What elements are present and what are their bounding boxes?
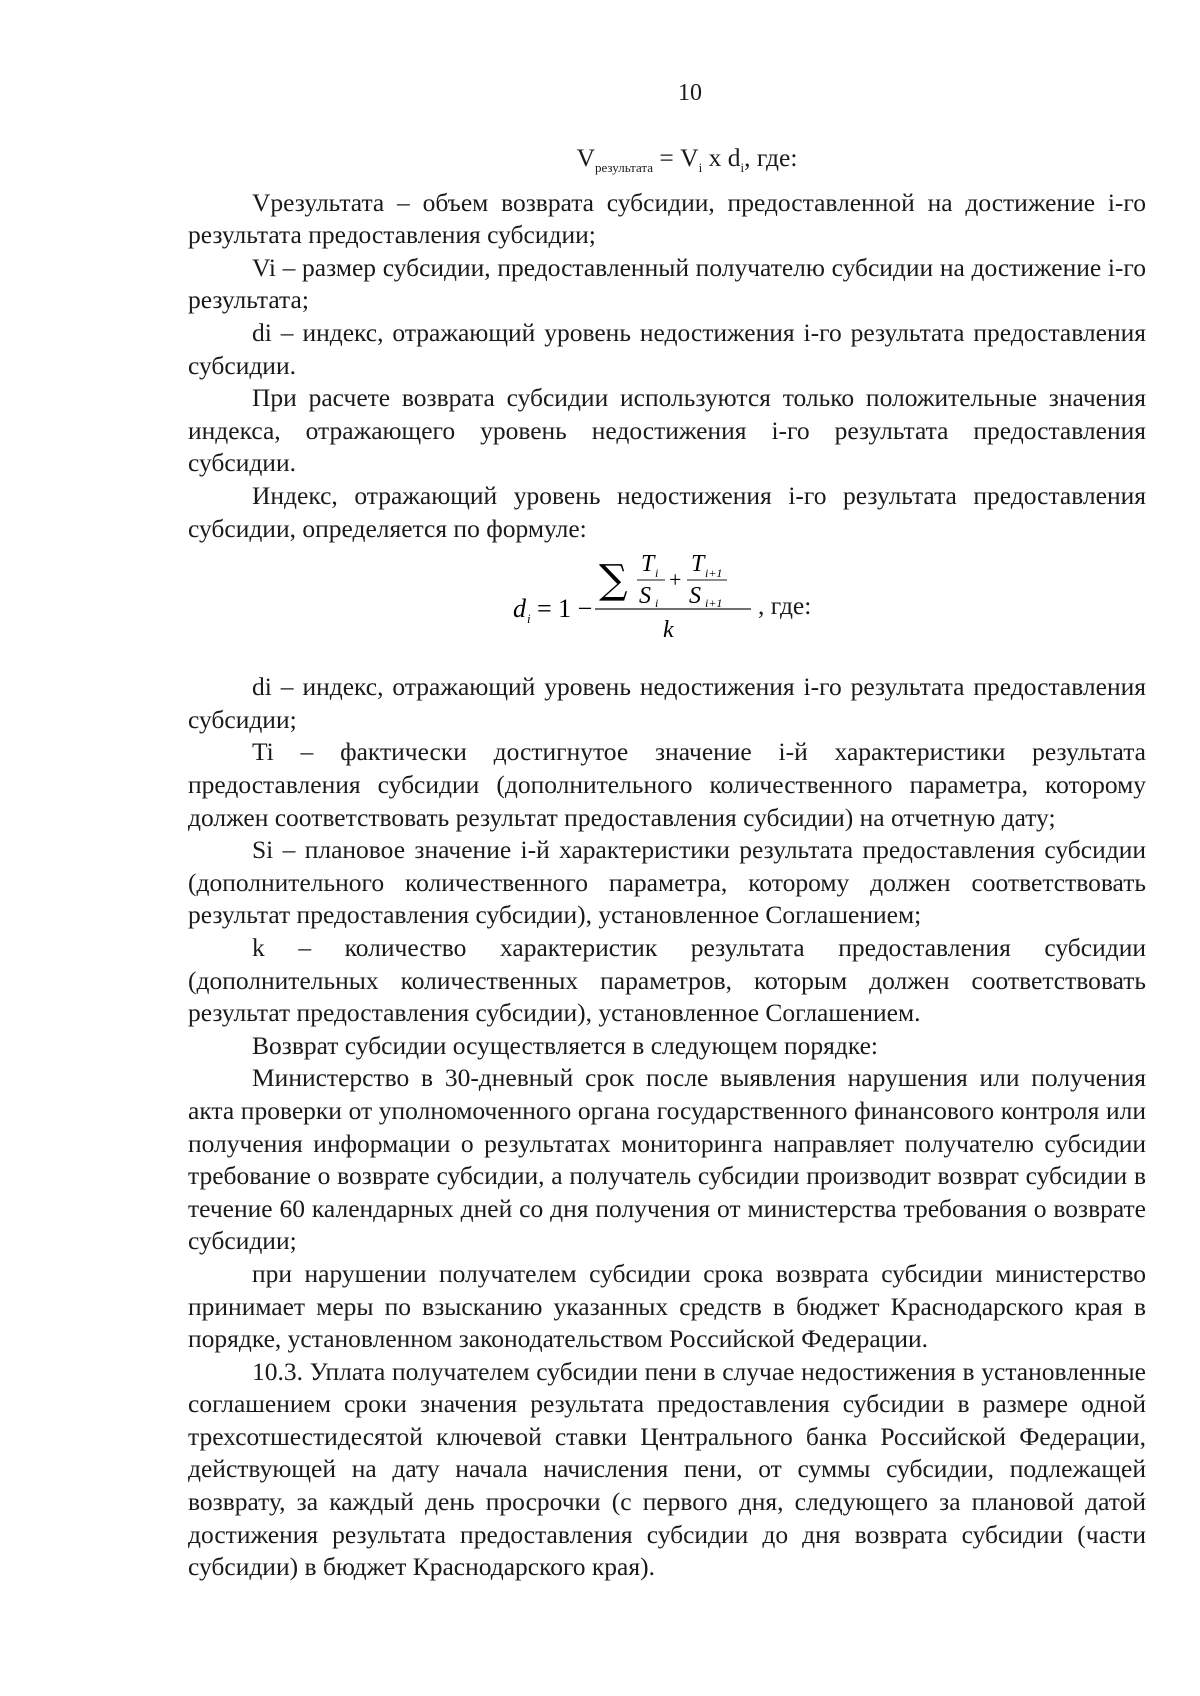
paragraph: Si – плановое значение i-й характеристики результата предоставления субсидии (дополнительного количественного параметра, которому должен соответствовать результат предоставления субсидии), установленное Соглашением; (188, 835, 1146, 930)
formula-index-ti: T (641, 551, 655, 578)
formula-volume-di-sub: i (740, 160, 745, 176)
formula-index-plus: + (669, 567, 682, 593)
page-number: 10 (678, 80, 702, 106)
formula-index-lhs-sub: i (527, 611, 531, 627)
document-body (188, 142, 1146, 1584)
formula-volume-suffix: , где: (744, 143, 798, 172)
paragraph: Vрезультата – объем возврата субсидии, предоставленной на достижение i-го результата предоставления субсидии; (188, 187, 1146, 250)
formula-volume-lhs: V (576, 143, 595, 172)
paragraph: при нарушении получателем субсидии срока возврата субсидии министерство принимает меры по взысканию указанных средств в бюджет Краснодарского края в порядке, установленном законодательством Российской Федерации. (188, 1258, 1146, 1354)
formula-index-sum: ∑ (599, 557, 628, 604)
formula-index-si1-sub: i+1 (705, 596, 723, 611)
formula-index-lhs: d (513, 594, 526, 624)
formula-index-k: k (663, 617, 674, 644)
formula-index-eq: = 1 − (537, 594, 593, 624)
paragraph: di – индекс, отражающий уровень недостижения i-го результата предоставления субсидии; (188, 672, 1146, 734)
formula-index-suffix: , где: (758, 591, 812, 621)
paragraph: При расчете возврата субсидии используются только положительные значения индекса, отражающего уровень недостижения i-го результата предоставления субсидии. (188, 383, 1146, 478)
formula-volume: $V_{результата} = V_i$ x $d_i$, где: (576, 143, 798, 176)
formula-index-ti1: T (691, 551, 705, 578)
paragraph: k – количество характеристик результата предоставления субсидии (дополнительных количественных параметров, которым должен соответствовать результат предоставления субсидии), установленное Соглашением. (188, 932, 1146, 1028)
formula-index-si1: S (689, 583, 701, 610)
formula-volume-vi-sub: i (698, 160, 703, 176)
paragraph: Vi – размер субсидии, предоставленный получателю субсидии на достижение i-го результата; (188, 252, 1146, 315)
formula-volume-di: d (727, 143, 741, 172)
paragraph: Министерство в 30-дневный срок после выявления нарушения или получения акта проверки от уполномоченного органа государственного финансового контроля или получения информации о результатах мониторинга направляет получателю субсидии требование о возврате субсидии, а получатель субсидии производит возврат субсидии в течение 60 календарных дней со дня получения от министерства требования о возврате субсидии; (188, 1063, 1146, 1256)
formula-index-si-sub: i (655, 596, 659, 611)
formula-volume-vi: V (680, 143, 699, 172)
formula-index (188, 547, 1146, 669)
formula-index-ti1-sub: i+1 (705, 566, 723, 581)
paragraph: Возврат субсидии осуществляется в следующем порядке: (252, 1030, 878, 1060)
formula-index-si: S (639, 583, 651, 610)
formula-index-ti-sub: i (655, 566, 659, 581)
formula-volume-times: x (708, 143, 722, 172)
paragraph: di – индекс, отражающий уровень недостижения i-го результата предоставления субсидии. (188, 318, 1146, 380)
formula-volume-lhs-sub: результата (595, 160, 654, 176)
paragraph: Ti – фактически достигнутое значение i-й характеристики результата предоставления субсидии (дополнительного количественного параметра, которому должен соответствовать результат предоставления субсидии) на отчетную дату; (188, 737, 1146, 832)
formula-index-graphic (513, 547, 753, 669)
paragraph: 10.3. Уплата получателем субсидии пени в случае недостижения в установленные соглашением сроки значения результата предоставления субсидии в размере одной трехсотшестидесятой ключевой ставки Центрального банка Российской Федерации, действующей на дату начала начисления пени, от суммы субсидии, подлежащей возврату, за каждый день просрочки (с первого дня, следующего за плановой датой достижения результата предоставления субсидии до дня возврата субсидии (части субсидии) в бюджет Краснодарского края). (188, 1356, 1146, 1582)
paragraph: Индекс, отражающий уровень недостижения i-го результата предоставления субсидии, определяется по формуле: (188, 481, 1146, 543)
